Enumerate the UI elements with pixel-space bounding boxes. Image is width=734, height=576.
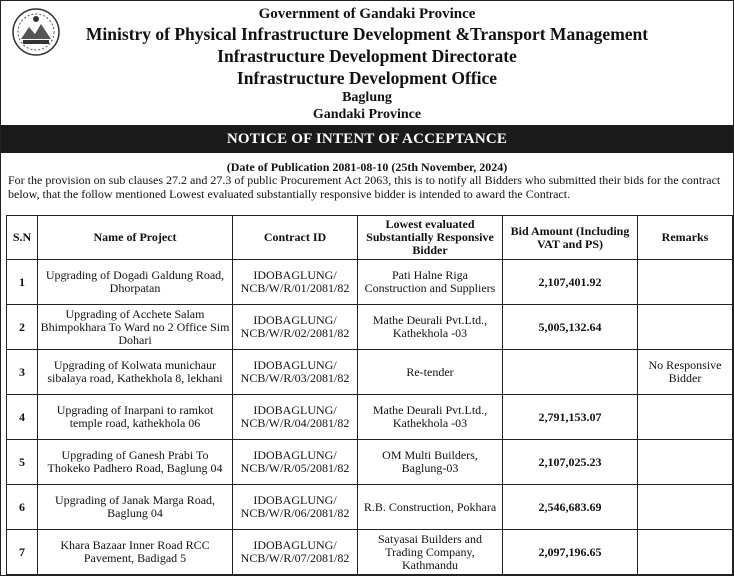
table-row [7,440,733,485]
row-remarks [638,305,733,350]
row-sn: 2 [7,305,38,350]
header-contract-id: Contract ID [233,216,358,260]
row-contract-id: IDOBAGLUNG/ NCB/W/R/03/2081/82 [233,350,358,395]
row-amount: 2,546,683.69 [503,485,638,530]
table-row [7,350,733,395]
row-sn: 4 [7,395,38,440]
row-bidder: Satyasai Builders and Trading Company, Kathmandu [358,530,503,575]
row-remarks [638,440,733,485]
row-bidder: Pati Halne Riga Construction and Suppliers [358,260,503,305]
row-sn: 5 [7,440,38,485]
row-contract-id: IDOBAGLUNG/ NCB/W/R/02/2081/82 [233,305,358,350]
header-ministry: Ministry of Physical Infrastructure Development &Transport Management [85,24,649,44]
notice-title: NOTICE OF INTENT OF ACCEPTANCE [1,125,733,153]
row-contract-id: IDOBAGLUNG/ NCB/W/R/04/2081/82 [233,395,358,440]
row-amount: 5,005,132.64 [503,305,638,350]
row-bidder: Re-tender [358,350,503,395]
row-remarks [638,485,733,530]
header-government: Government of Gandaki Province [258,6,476,22]
row-sn: 3 [7,350,38,395]
row-bidder: R.B. Construction, Pokhara [358,485,503,530]
table-row [7,530,733,575]
table-row [7,485,733,530]
row-project: Upgrading of Acchete Salam Bhimpokhara To Ward no 2 Office Sim Dohari [38,305,233,350]
row-bidder: Mathe Deurali Pvt.Ltd., Kathekhola -03 [358,395,503,440]
row-remarks [638,530,733,575]
header-amount: Bid Amount (Including VAT and PS) [503,216,638,260]
header-district: Baglung [342,90,392,105]
row-contract-id: IDOBAGLUNG/ NCB/W/R/07/2081/82 [233,530,358,575]
header-bidder: Lowest evaluated Substantially Responsive Bidder [358,216,503,260]
row-amount: 2,107,401.92 [503,260,638,305]
row-project: Upgrading of Janak Marga Road, Baglung 04 [38,485,233,530]
row-contract-id: IDOBAGLUNG/ NCB/W/R/06/2081/82 [233,485,358,530]
table-row [7,260,733,305]
header-office: Infrastructure Development Office [236,68,498,88]
row-contract-id: IDOBAGLUNG/ NCB/W/R/01/2081/82 [233,260,358,305]
row-bidder: Mathe Deurali Pvt.Ltd., Kathekhola -03 [358,305,503,350]
row-amount: 2,107,025.23 [503,440,638,485]
row-project: Khara Bazaar Inner Road RCC Pavement, Badigad 5 [38,530,233,575]
row-remarks [638,395,733,440]
row-sn: 7 [7,530,38,575]
publication-date: (Date of Publication 2081-08-10 (25th November, 2024) [226,160,508,174]
row-bidder: OM Multi Builders, Baglung-03 [358,440,503,485]
row-project: Upgrading of Kolwata munichaur sibalaya road, Kathekhola 8, lekhani [38,350,233,395]
row-project: Upgrading of Inarpani to ramkot temple road, kathekhola 06 [38,395,233,440]
header-project: Name of Project [38,216,233,260]
table-header-row [7,216,733,260]
header-province: Gandaki Province [312,107,422,122]
header-sn: S.N [7,216,38,260]
row-contract-id: IDOBAGLUNG/ NCB/W/R/05/2081/82 [233,440,358,485]
header-remarks: Remarks [638,216,733,260]
table-row [7,395,733,440]
row-remarks [638,260,733,305]
row-project: Upgrading of Dogadi Galdung Road, Dhorpatan [38,260,233,305]
header-directorate: Infrastructure Development Directorate [217,46,517,66]
notice-header [1,1,733,125]
row-project: Upgrading of Ganesh Prabi To Thokeko Padhero Road, Baglung 04 [38,440,233,485]
row-amount: 2,097,196.65 [503,530,638,575]
bid-results-table [6,215,733,575]
row-amount: 2,791,153.07 [503,395,638,440]
row-amount [503,350,638,395]
row-remarks: No Responsive Bidder [638,350,733,395]
intro-paragraph: For the provision on sub clauses 27.2 and 27.3 of public Procurement Act 2063, this is to notify all Bidders who submitted their bids for the contract below, that the follow mentioned Lowest evaluated substantially responsive bidder is intended to award the Contract. [8,173,721,201]
table-row [7,305,733,350]
row-sn: 6 [7,485,38,530]
row-sn: 1 [7,260,38,305]
